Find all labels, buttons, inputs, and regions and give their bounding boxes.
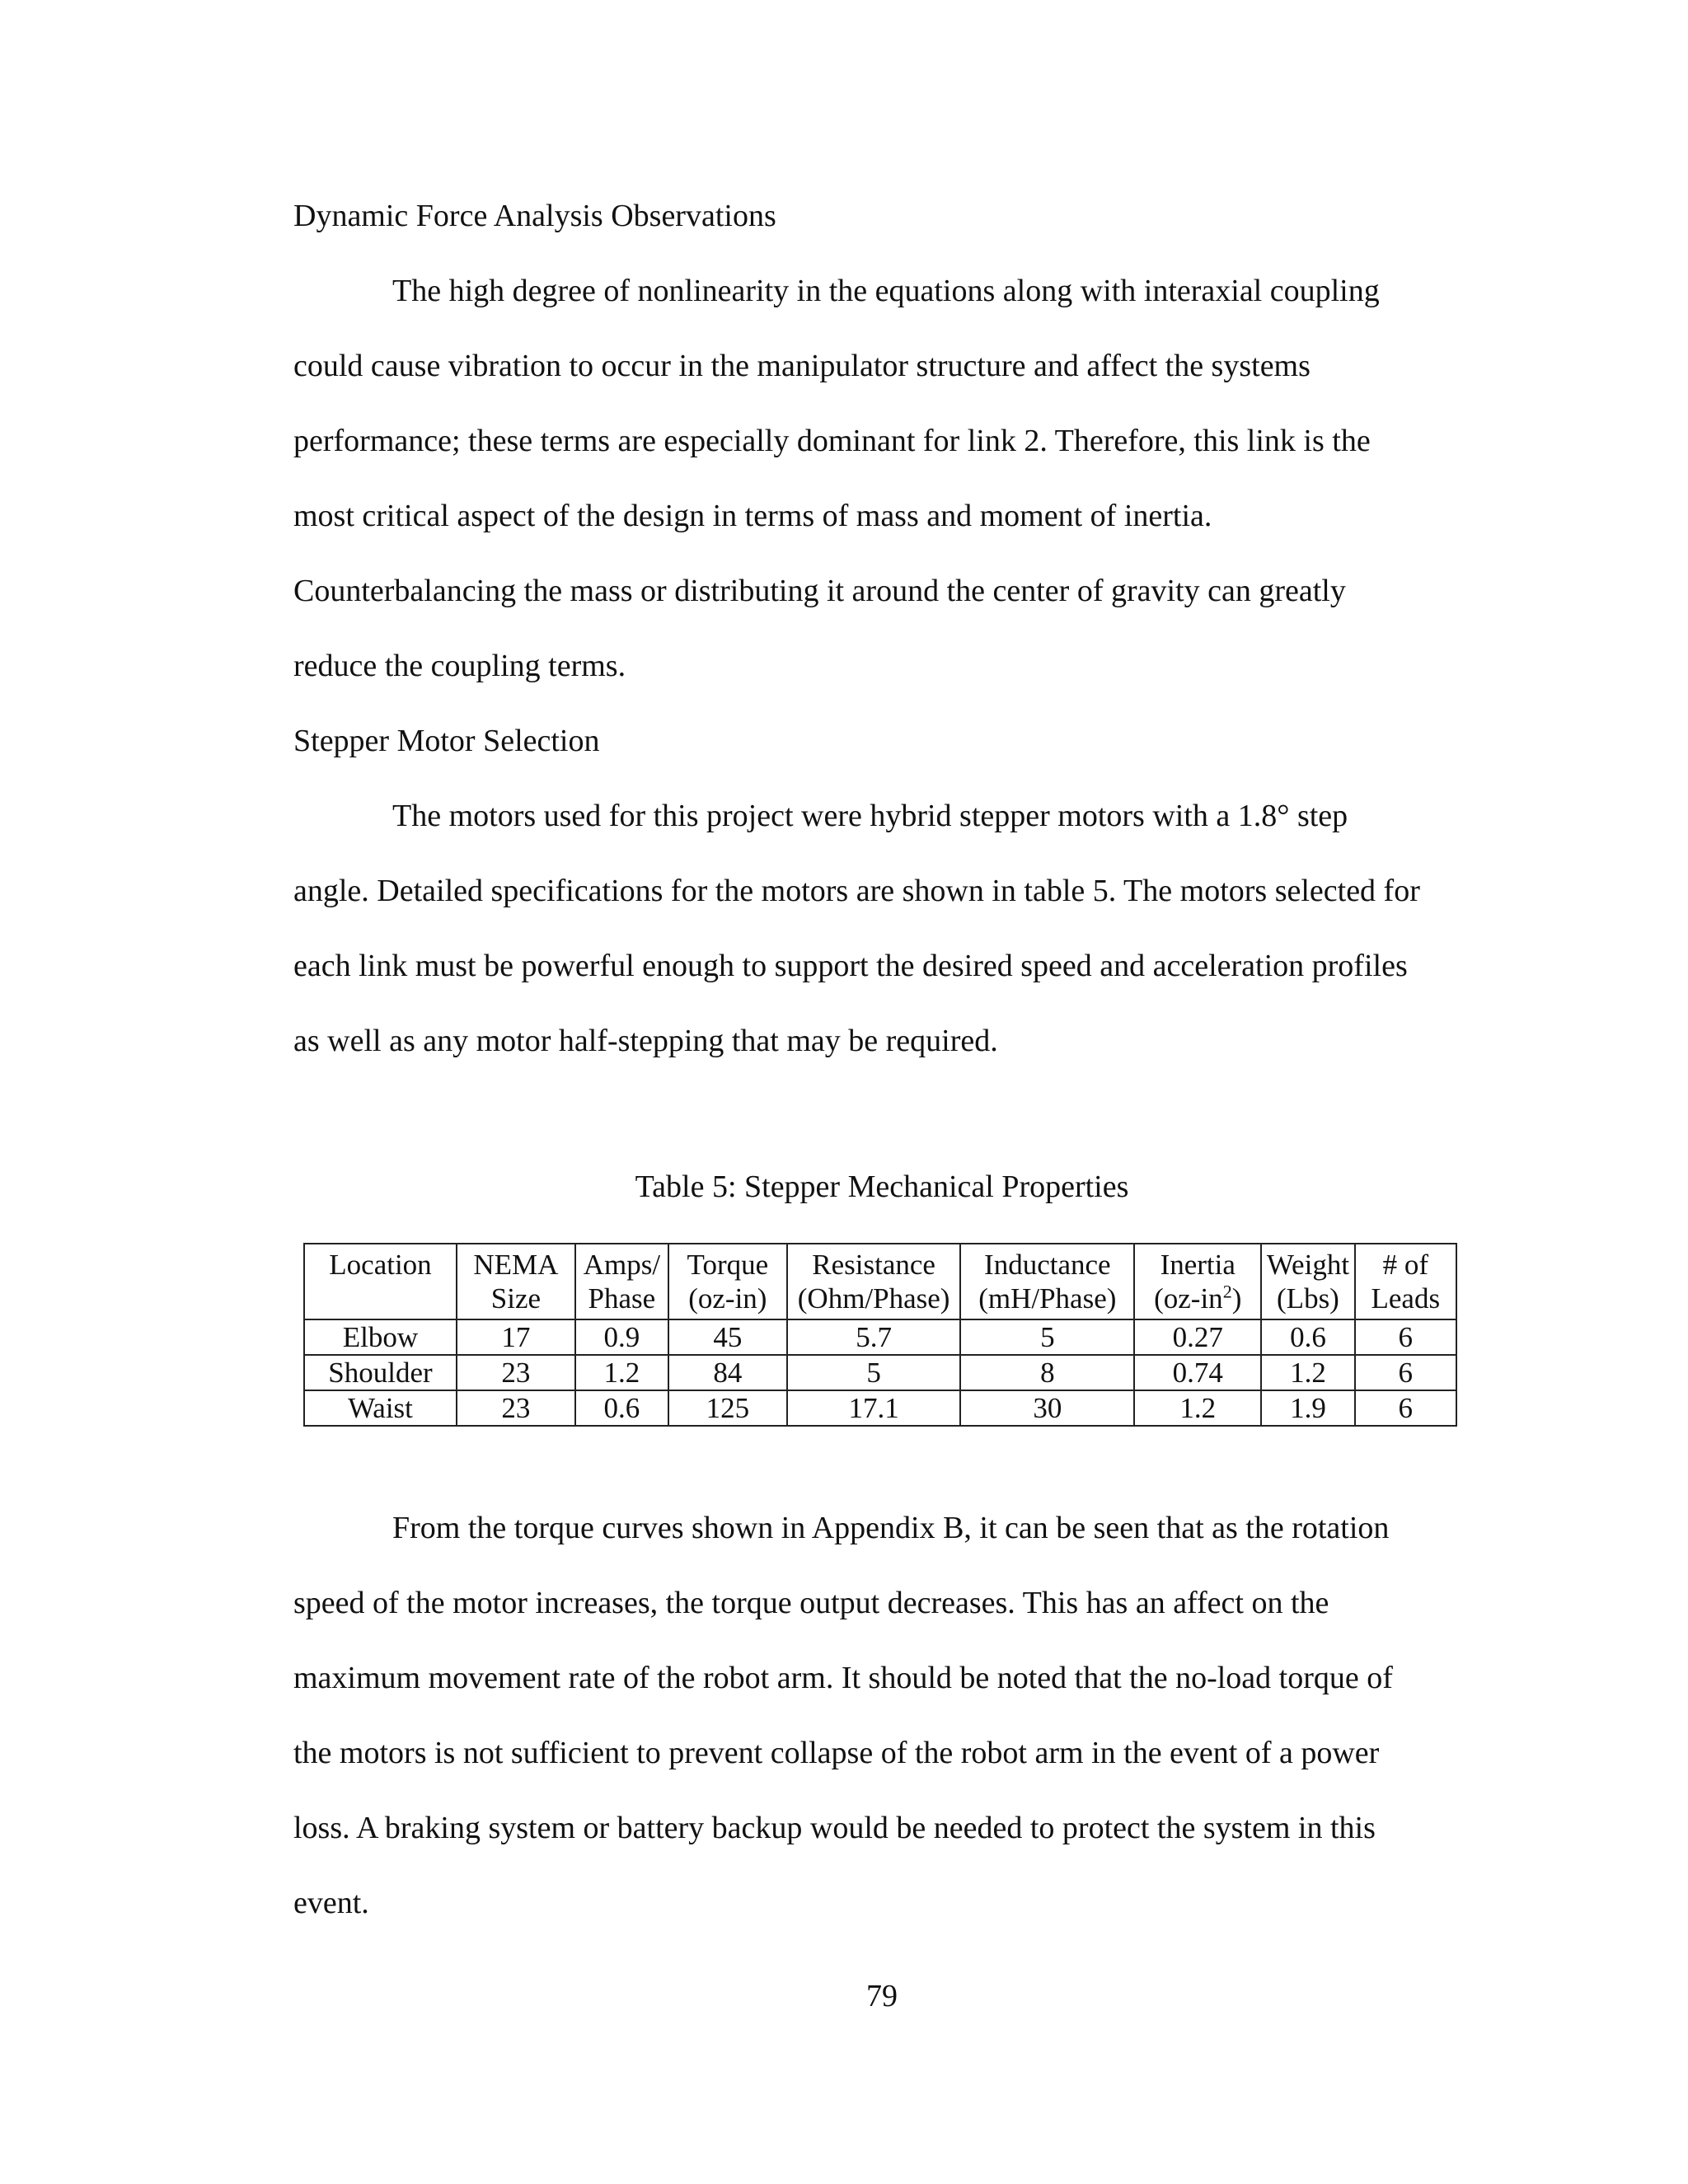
header-text: Leads <box>1371 1282 1441 1315</box>
table-cell: 0.27 <box>1134 1319 1261 1355</box>
header-superscript: 2 <box>1222 1281 1232 1302</box>
header-text: Phase <box>588 1282 656 1315</box>
table-cell: 8 <box>960 1355 1134 1390</box>
table-cell: Shoulder <box>304 1355 457 1390</box>
table-header-row <box>304 1244 1456 1319</box>
column-header <box>1355 1244 1456 1319</box>
table-cell: Elbow <box>304 1319 457 1355</box>
header-text: (Ohm/Phase) <box>797 1282 950 1315</box>
table-cell: 45 <box>668 1319 787 1355</box>
header-text: Amps/ <box>583 1249 661 1281</box>
paragraph-line: most critical aspect of the design in terms of mass and moment of inertia. <box>293 499 1212 533</box>
paragraph-line: Counterbalancing the mass or distributing it around the center of gravity can greatly <box>293 574 1346 608</box>
table-cell: 0.6 <box>1261 1319 1354 1355</box>
table-cell: 5 <box>787 1355 961 1390</box>
table-cell: 1.2 <box>1261 1355 1354 1390</box>
paragraph-line: From the torque curves shown in Appendix B, it can be seen that as the rotation <box>392 1511 1390 1545</box>
column-header <box>575 1244 668 1319</box>
table-cell: 1.9 <box>1261 1390 1354 1426</box>
table-cell: 1.2 <box>575 1355 668 1390</box>
paragraph-line: angle. Detailed specifications for the motors are shown in table 5. The motors selected for <box>293 874 1420 908</box>
header-text: Size <box>490 1282 542 1315</box>
paragraph-line: the motors is not sufficient to prevent collapse of the robot arm in the event of a power <box>293 1736 1380 1770</box>
header-text: Inductance <box>984 1249 1111 1281</box>
table-caption: Table 5: Stepper Mechanical Properties <box>635 1169 1129 1204</box>
header-text: (oz-in <box>1154 1282 1223 1315</box>
column-header <box>960 1244 1134 1319</box>
column-header <box>304 1244 457 1319</box>
paragraph-line: could cause vibration to occur in the manipulator structure and affect the systems <box>293 349 1311 383</box>
header-text: # of <box>1382 1249 1428 1281</box>
table-cell: 84 <box>668 1355 787 1390</box>
table-cell: 0.74 <box>1134 1355 1261 1390</box>
table-cell: 23 <box>457 1355 575 1390</box>
table-cell: 6 <box>1355 1355 1456 1390</box>
header-text: (mH/Phase) <box>978 1282 1117 1315</box>
table-cell: 6 <box>1355 1390 1456 1426</box>
paragraph-line: loss. A braking system or battery backup would be needed to protect the system in this <box>293 1811 1376 1845</box>
column-header <box>1134 1244 1261 1319</box>
table-row <box>304 1355 1456 1390</box>
paragraph-line: each link must be powerful enough to support the desired speed and acceleration profiles <box>293 949 1408 983</box>
paragraph-line: event. <box>293 1886 369 1920</box>
table-cell: 0.6 <box>575 1390 668 1426</box>
paragraph-line: reduce the coupling terms. <box>293 649 626 683</box>
header-text: (Lbs) <box>1277 1282 1339 1315</box>
column-header <box>457 1244 575 1319</box>
stepper-properties-table <box>303 1243 1457 1427</box>
table-cell: 5 <box>960 1319 1134 1355</box>
header-text: Resistance <box>812 1249 935 1281</box>
header-text: Torque <box>687 1249 769 1281</box>
paragraph-line: speed of the motor increases, the torque output decreases. This has an affect on the <box>293 1586 1329 1620</box>
header-text: (oz-in) <box>688 1282 767 1315</box>
column-header <box>787 1244 961 1319</box>
header-text: NEMA <box>473 1249 559 1281</box>
table-cell: 23 <box>457 1390 575 1426</box>
paragraph-line: The motors used for this project were hybrid stepper motors with a 1.8° step <box>392 799 1348 833</box>
section-heading-dynamic-force: Dynamic Force Analysis Observations <box>293 199 776 233</box>
header-text: Inertia <box>1160 1249 1236 1281</box>
paragraph-line: performance; these terms are especially dominant for link 2. Therefore, this link is the <box>293 424 1371 458</box>
table-cell: 17 <box>457 1319 575 1355</box>
table-cell: 5.7 <box>787 1319 961 1355</box>
table-cell: 0.9 <box>575 1319 668 1355</box>
paragraph-line: The high degree of nonlinearity in the equations along with interaxial coupling <box>392 274 1380 308</box>
table-cell: 1.2 <box>1134 1390 1261 1426</box>
header-text: ) <box>1231 1282 1242 1315</box>
table-cell: 6 <box>1355 1319 1456 1355</box>
paragraph-line: as well as any motor half-stepping that may be required. <box>293 1024 998 1058</box>
paragraph-line: maximum movement rate of the robot arm. It should be noted that the no-load torque of <box>293 1661 1393 1695</box>
column-header <box>1261 1244 1354 1319</box>
header-text: Weight <box>1266 1249 1350 1281</box>
table-cell: 30 <box>960 1390 1134 1426</box>
table-cell: Waist <box>304 1390 457 1426</box>
page-number: 79 <box>866 1979 898 2013</box>
table-row <box>304 1390 1456 1426</box>
column-header <box>668 1244 787 1319</box>
section-heading-stepper-motor: Stepper Motor Selection <box>293 724 600 758</box>
table-cell: 125 <box>668 1390 787 1426</box>
table-cell: 17.1 <box>787 1390 961 1426</box>
header-text: Location <box>329 1249 432 1281</box>
table-row <box>304 1319 1456 1355</box>
